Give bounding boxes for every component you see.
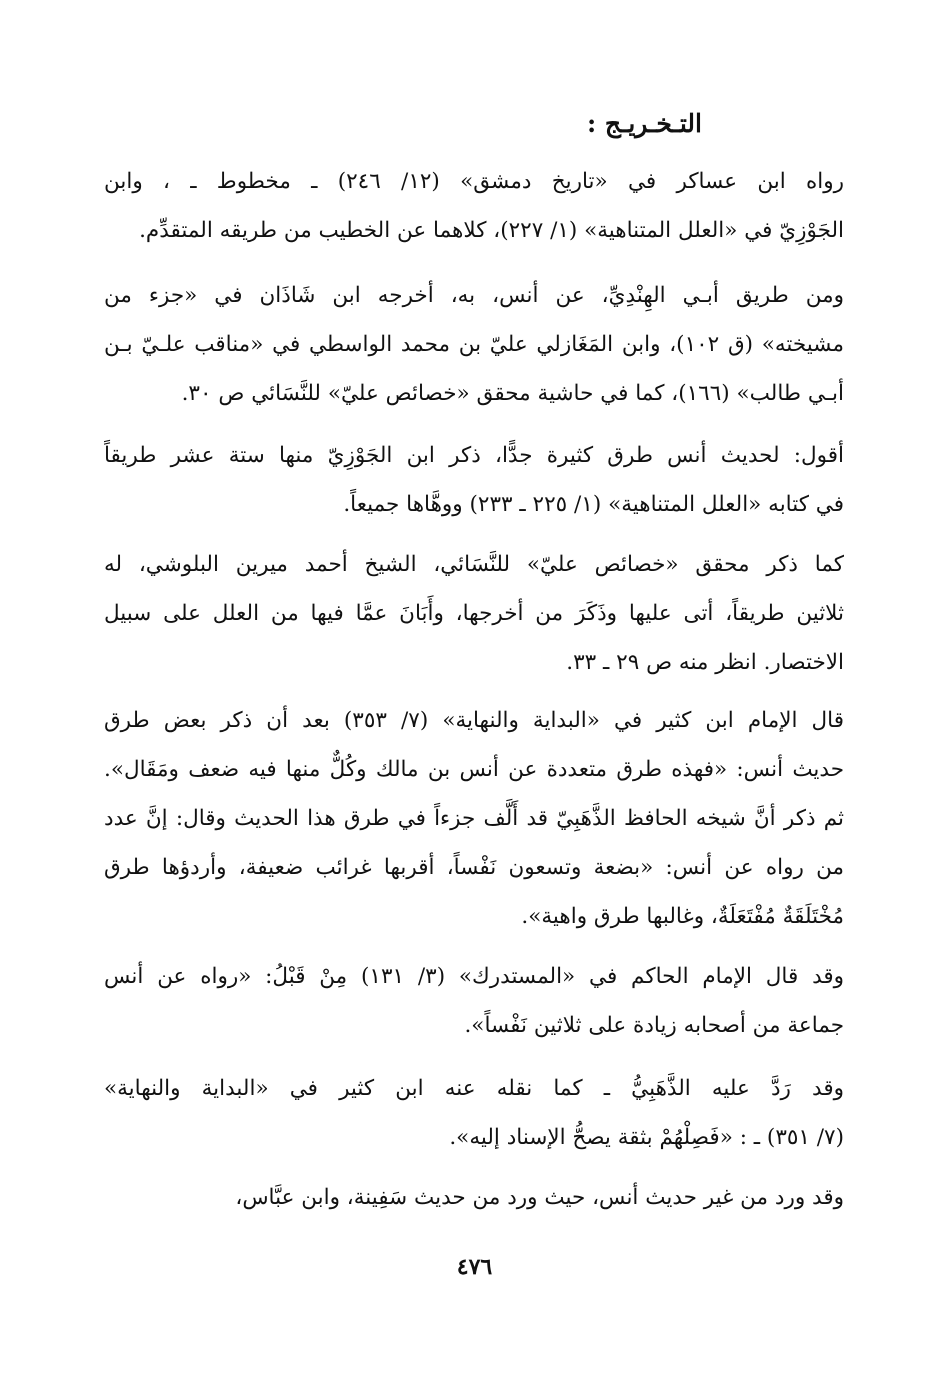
- text-line: حديث أنس: «فهذه طرق متعددة عن أنس بن مالك وكُلٌّ منها فيه ضعف ومَقَال».: [104, 757, 844, 782]
- text-line: من رواه عن أنس: «بضعة وتسعون نَفْساً، أقربها غرائب ضعيفة، وأردؤها طرق: [104, 855, 844, 880]
- text-line: قال الإمام ابن كثير في «البداية والنهاية» (٧/ ٣٥٣) بعد أن ذكر بعض طرق: [104, 708, 844, 733]
- text-line: مشيخته» (ق ١٠٢)، وابن المَغَازلي عليّ بن محمد الواسطي في «مناقب علـيّ بـن: [104, 332, 844, 357]
- text-line: ثلاثين طريقاً، أتى عليها وذَكَرَ من أخرجها، وأَبَانَ عمَّا فيها من العلل على سبيل: [104, 601, 844, 626]
- text-line: في كتابه «العلل المتناهية» (١/ ٢٢٥ ـ ٢٣٣) ووهَّاها جميعاً.: [343, 492, 844, 517]
- text-line: أقول: لحديث أنس طرق كثيرة جدًّا، ذكر ابن الجَوْزِيّ منها ستة عشر طريقاً: [104, 443, 844, 468]
- text-line: الاختصار. انظر منه ص ٢٩ ـ ٣٣.: [566, 650, 844, 675]
- text-line: وقد رَدَّ عليه الذَّهَبِيُّ ـ كما نقله عنه ابن كثير في «البداية والنهاية»: [104, 1076, 844, 1101]
- text-line: أبـي طالب» (١٦٦)، كما في حاشية محقق «خصائص عليّ» للنَّسَائي ص ٣٠.: [181, 381, 844, 406]
- paragraph-ibn-asakir: [104, 157, 844, 255]
- paragraph-ibn-kathir: [104, 696, 844, 941]
- text-line: جماعة من أصحابه زيادة على ثلاثين نَفْساً».: [464, 1013, 844, 1038]
- text-line: ومن طريق أبـي الهِنْدِيِّ، عن أنس، به، أخرجه ابن شَاذَان في «جزء من: [104, 283, 844, 308]
- paragraph-abi-hindi: [104, 271, 844, 418]
- text-line: مُخْتَلَقَةٌ مُفْتَعَلَةٌ، وغالبها طرق واهية».: [521, 904, 844, 929]
- paragraph-aqool: [104, 431, 844, 529]
- text-line: الجَوْزِيّ في «العلل المتناهية» (١/ ٢٢٧)، كلاهما عن الخطيب من طريقه المتقدِّم.: [139, 218, 844, 243]
- text-line: وقد ورد من غير حديث أنس، حيث ورد من حديث سَفِينة، وابن عبَّاس،: [235, 1185, 844, 1210]
- paragraph-muhaqqiq: [104, 540, 844, 687]
- section-heading: التـخـريـج :: [586, 109, 702, 138]
- paragraph-dhahabi: [104, 1064, 844, 1162]
- text-line: ثم ذكر أنَّ شيخه الحافظ الذَّهَبِيّ قد أَلَّف جزءاً في طرق هذا الحديث وقال: إنَّ عدد: [104, 806, 844, 831]
- paragraph-other-hadith: [104, 1173, 844, 1222]
- page-number: ٤٧٦: [456, 1254, 493, 1280]
- text-line: كما ذكر محقق «خصائص عليّ» للنَّسَائي، الشيخ أحمد ميرين البلوشي، له: [104, 552, 844, 577]
- text-line: (٧/ ٣٥١) ـ : «فَصِلْهُمْ بثقة يصحُّ الإسناد إليه».: [449, 1125, 844, 1150]
- paragraph-hakim: [104, 952, 844, 1050]
- text-line: وقد قال الإمام الحاكم في «المستدرك» (٣/ ١٣١) مِنْ قَبْلُ: «رواه عن أنس: [104, 964, 844, 989]
- text-line: رواه ابن عساكر في «تاريخ دمشق» (١٢/ ٢٤٦) ـ مخطوط ـ ، وابن: [104, 169, 844, 194]
